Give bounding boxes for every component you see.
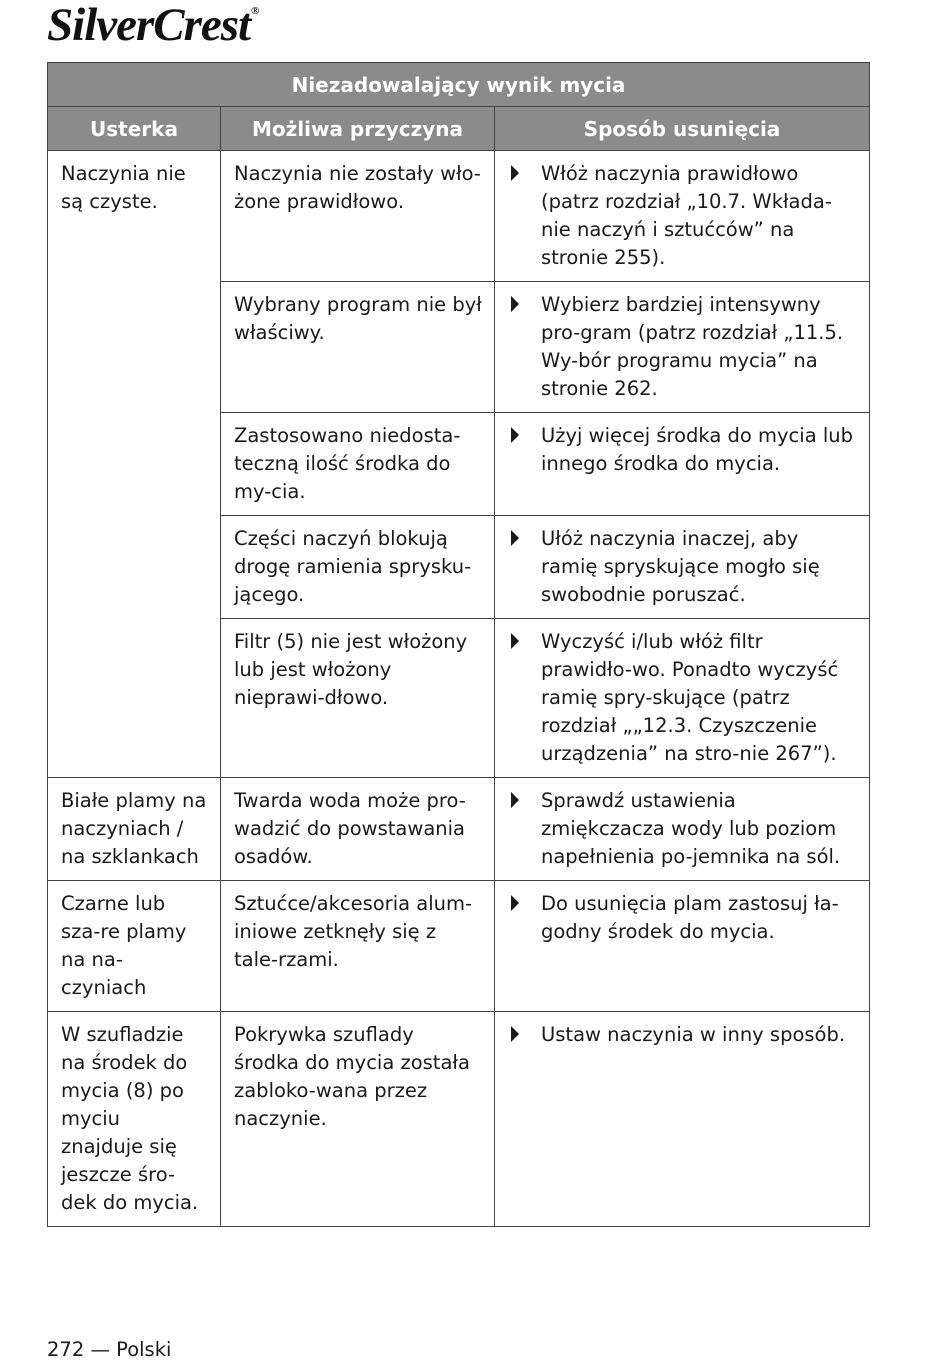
solution-text: Ułóż naczynia inaczej, aby ramię spryskujące mogło się swobodnie poruszać.	[541, 527, 820, 606]
solution-cell	[495, 778, 870, 881]
solution-cell	[495, 151, 870, 282]
symptom-cell: W szufladzie na środek do mycia (8) po myciu znajduje się jeszcze śro-dek do mycia.	[48, 1012, 221, 1227]
footer-separator: —	[90, 1338, 110, 1361]
cause-cell: Części naczyń blokują drogę ramienia sprysku-jącego.	[221, 516, 495, 619]
table-row	[48, 151, 870, 282]
solution-text: Wybierz bardziej intensywny pro-gram (patrz rozdział „11.5. Wy-bór programu mycia” na stronie 262.	[541, 293, 844, 400]
cause-cell: Twarda woda może pro-wadzić do powstawania osadów.	[221, 778, 495, 881]
arrow-bullet-icon	[511, 633, 519, 649]
arrow-bullet-icon	[511, 1026, 519, 1042]
arrow-bullet-icon	[511, 165, 519, 181]
table-row	[48, 881, 870, 1012]
cause-cell: Naczynia nie zostały wło-żone prawidłowo.	[221, 151, 495, 282]
header-cause: Możliwa przyczyna	[221, 107, 495, 151]
cause-cell: Sztućce/akcesoria alum-iniowe zetknęły się z tale-rzami.	[221, 881, 495, 1012]
registered-mark: ®	[251, 5, 259, 17]
solution-cell	[495, 1012, 870, 1227]
cause-cell: Filtr (5) nie jest włożony lub jest włożony nieprawi-dłowo.	[221, 619, 495, 778]
arrow-bullet-icon	[511, 895, 519, 911]
solution-text: Do usunięcia plam zastosuj ła-godny środek do mycia.	[541, 892, 839, 943]
symptom-cell: Białe plamy na naczyniach / na szklankach	[48, 778, 221, 881]
arrow-bullet-icon	[511, 427, 519, 443]
solution-text: Sprawdź ustawienia zmiękczacza wody lub poziom napełnienia po-jemnika na sól.	[541, 789, 841, 868]
page-footer	[47, 1338, 171, 1361]
solution-cell	[495, 619, 870, 778]
solution-text: Wyczyść i/lub włóż filtr prawidło-wo. Ponadto wyczyść ramię spry-skujące (patrz rozdział „„12.3. Czyszczenie urządzenia” na stro-nie 267”).	[541, 630, 839, 765]
cause-cell: Wybrany program nie był właściwy.	[221, 282, 495, 413]
page-number: 272	[47, 1338, 85, 1361]
table-title: Niezadowalający wynik mycia	[48, 63, 870, 107]
footer-language: Polski	[116, 1338, 172, 1361]
table-row	[48, 778, 870, 881]
arrow-bullet-icon	[511, 296, 519, 312]
table-row	[48, 1012, 870, 1227]
cause-cell: Zastosowano niedosta-teczną ilość środka do my-cia.	[221, 413, 495, 516]
solution-text: Użyj więcej środka do mycia lub innego środka do mycia.	[541, 424, 853, 475]
header-solution: Sposób usunięcia	[495, 107, 870, 151]
solution-cell	[495, 516, 870, 619]
symptom-cell: Czarne lub sza-re plamy na na-czyniach	[48, 881, 221, 1012]
brand-logo-text: SilverCrest	[47, 0, 251, 51]
brand-logo	[47, 2, 258, 49]
solution-cell	[495, 282, 870, 413]
solution-cell	[495, 413, 870, 516]
solution-text: Ustaw naczynia w inny sposób.	[541, 1023, 846, 1046]
cause-cell: Pokrywka szuflady środka do mycia została zabloko-wana przez naczynie.	[221, 1012, 495, 1227]
header-symptom: Usterka	[48, 107, 221, 151]
solution-cell	[495, 881, 870, 1012]
troubleshooting-table	[47, 62, 870, 1227]
arrow-bullet-icon	[511, 530, 519, 546]
solution-text: Włóż naczynia prawidłowo (patrz rozdział „10.7. Wkłada-nie naczyń i sztućców” na stronie 255).	[541, 162, 832, 269]
symptom-cell: Naczynia nie są czyste.	[48, 151, 221, 778]
arrow-bullet-icon	[511, 792, 519, 808]
